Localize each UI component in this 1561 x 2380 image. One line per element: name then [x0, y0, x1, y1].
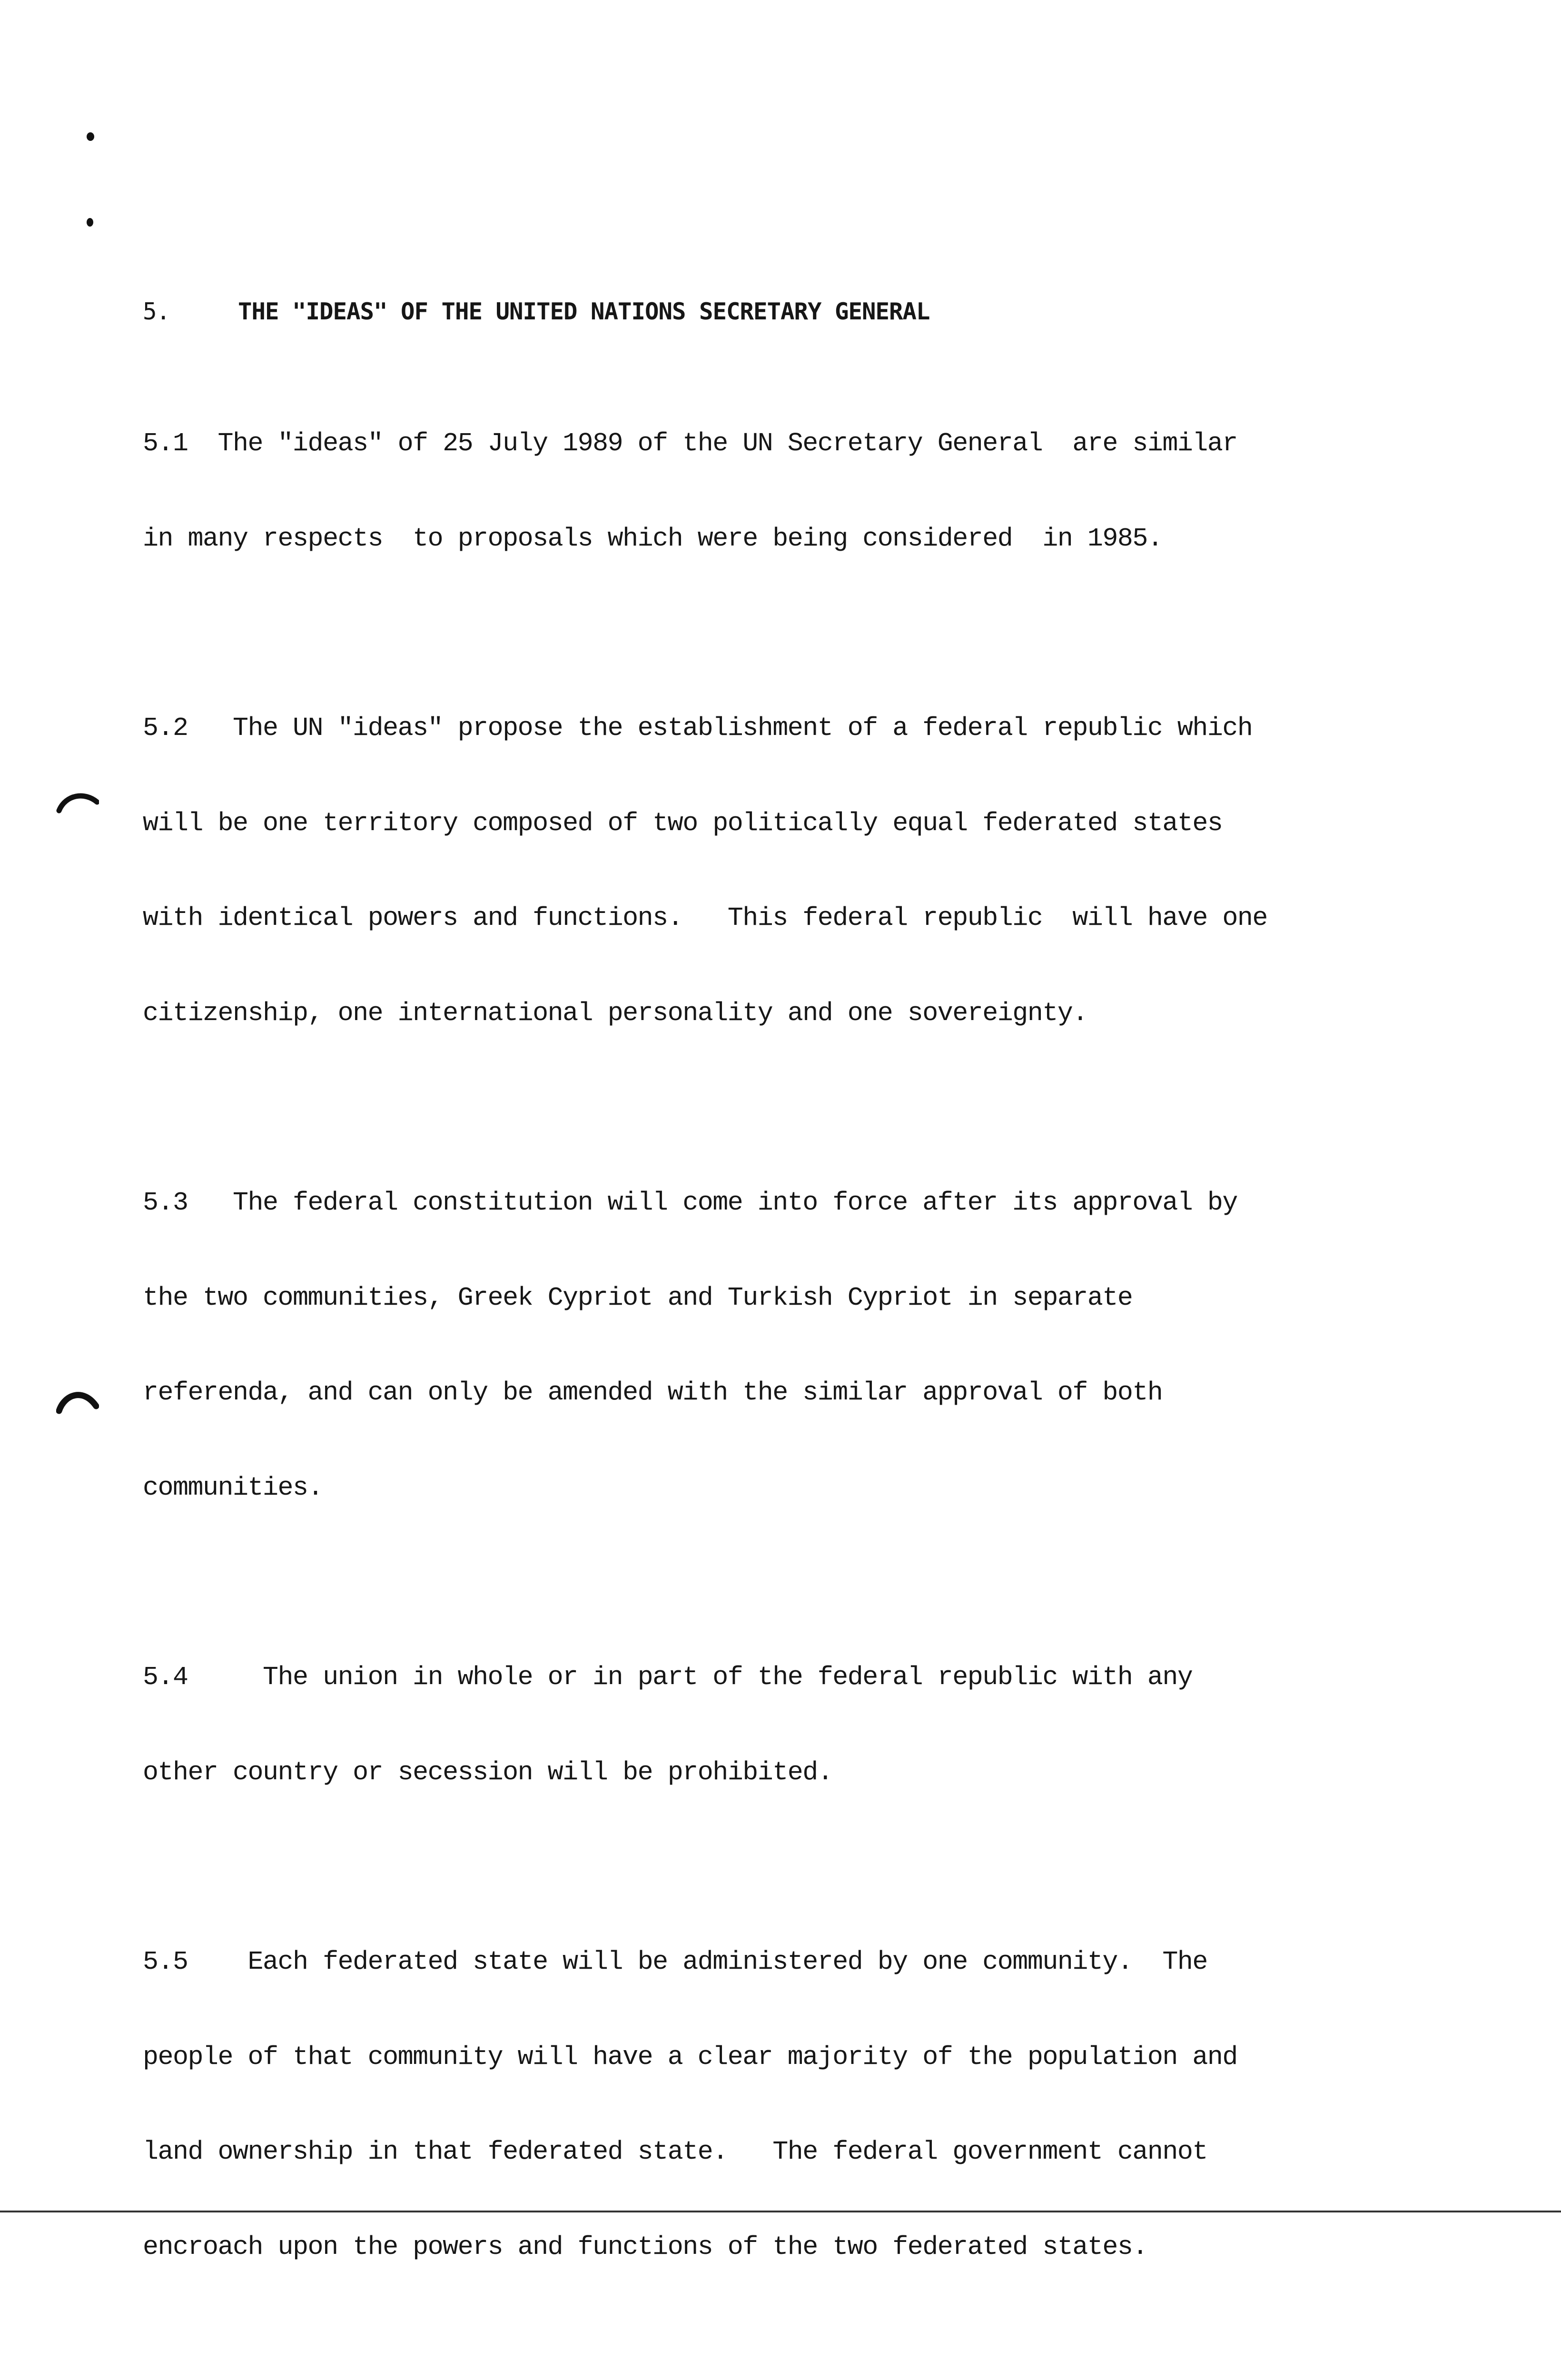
paragraph-line: 5.5 Each federated state will be administered by one community. The [143, 1947, 1207, 1977]
paragraph-line: other country or secession will be prohibited. [143, 1757, 833, 1787]
section-title: THE "IDEAS" OF THE UNITED NATIONS SECRETARY GENERAL [238, 298, 930, 325]
paragraph-line: 5.3 The federal constitution will come into force after its approval by [143, 1188, 1237, 1218]
paragraph-line: with identical powers and functions. This federal republic will have one [143, 903, 1267, 933]
paragraph-5-3 [143, 1124, 1361, 1567]
document-body [143, 295, 1361, 2380]
section-heading [143, 295, 1361, 328]
paragraph-line: referenda, and can only be amended with the similar approval of both [143, 1378, 1163, 1408]
paragraph-line: encroach upon the powers and functions of the two federated states. [143, 2231, 1147, 2262]
paragraph-line: 5.2 The UN "ideas" propose the establishment of a federal republic which [143, 713, 1253, 743]
paragraph-line: 5.1 The "ideas" of 25 July 1989 of the UN Secretary General are similar [143, 428, 1237, 458]
paragraph-line: people of that community will have a clear majority of the population and [143, 2042, 1237, 2072]
paragraph-5-5 [143, 1883, 1361, 2326]
punch-hole-mark [56, 1385, 99, 1418]
scan-speck [87, 132, 94, 141]
paragraph-5-1 [143, 365, 1361, 618]
paragraph-5-6 [143, 2358, 1361, 2380]
paragraph-line: will be one territory composed of two politically equal federated states [143, 808, 1223, 838]
paragraph-line: citizenship, one international personality and one sovereignty. [143, 998, 1087, 1028]
punch-hole-mark [56, 788, 99, 821]
paragraph-line: land ownership in that federated state. The federal government cannot [143, 2137, 1207, 2167]
paragraph-line: in many respects to proposals which were being considered in 1985. [143, 523, 1163, 554]
paragraph-line: the two communities, Greek Cypriot and Turkish Cypriot in separate [143, 1282, 1133, 1313]
paragraph-5-2 [143, 649, 1361, 1092]
section-number: 5. [143, 298, 170, 325]
paragraph-line: communities. [143, 1472, 323, 1503]
page-bottom-rule [0, 2211, 1561, 2212]
scan-speck [87, 218, 93, 227]
paragraph-5-4 [143, 1598, 1361, 1852]
paragraph-line: 5.4 The union in whole or in part of the federal republic with any [143, 1662, 1193, 1692]
